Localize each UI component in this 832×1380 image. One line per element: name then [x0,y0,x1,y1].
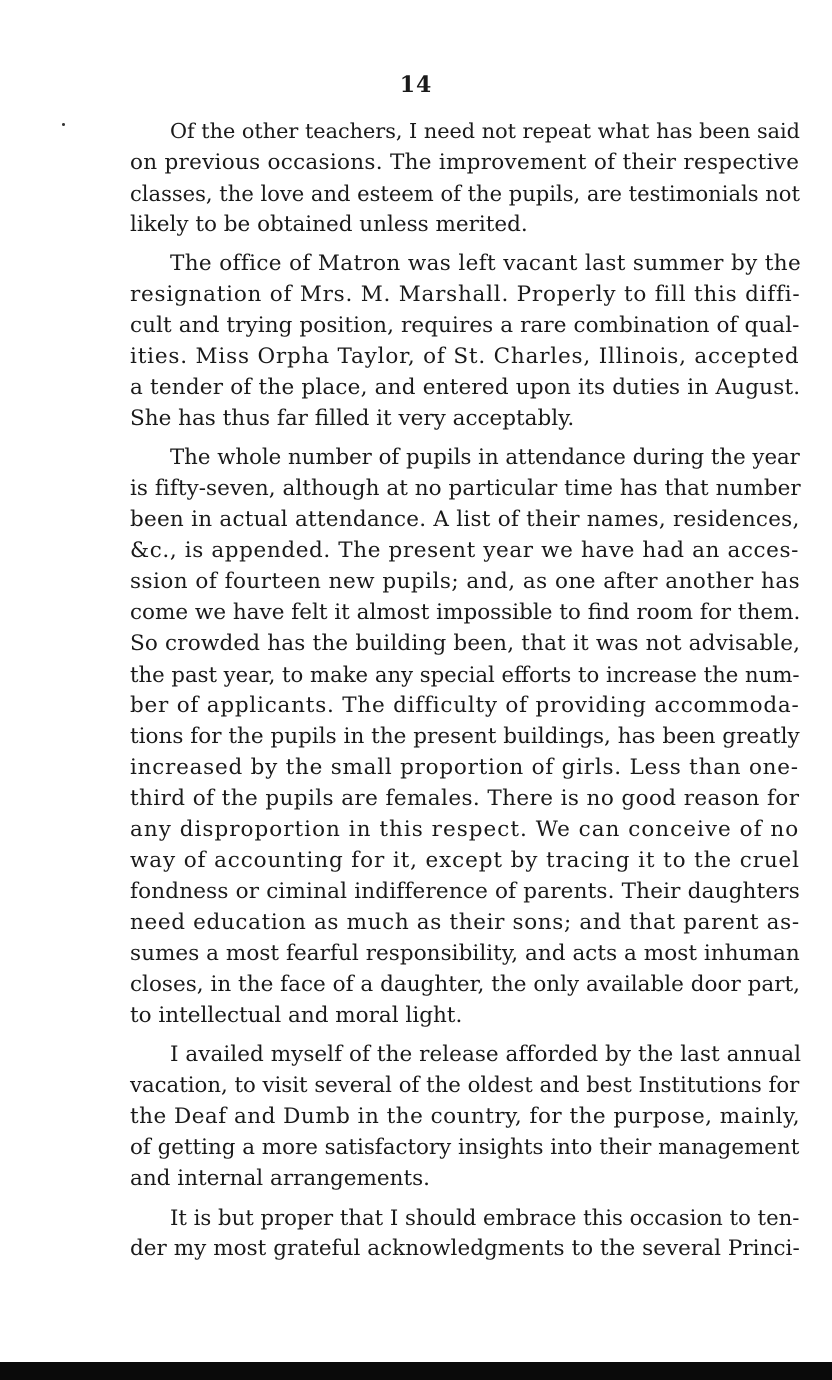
page-number: 14 [399,72,433,98]
text-line: &c., is appended. The present year we have had an acces- [130,538,800,563]
text-line: resignation of Mrs. M. Marshall. Properly to fill this diffi- [130,282,801,307]
text-line: is fifty-seven, although at no particular time has that number [130,476,801,501]
text-line: any disproportion in this respect. We can conceive of no [130,817,800,842]
text-line: come we have felt it almost impossible to find room for them. [130,600,801,625]
text-line: been in actual attendance. A list of their names, residences, [130,507,800,532]
text-line: to intellectual and moral light. [130,1003,463,1028]
scan-edge-bar [0,1362,832,1380]
text-line: of getting a more satisfactory insights into their management [130,1135,800,1160]
text-line: fondness or ciminal indifference of parents. Their daughters [130,879,800,904]
margin-speck [62,123,65,126]
text-line: She has thus far filled it very acceptably. [130,406,575,431]
text-line: tions for the pupils in the present buildings, has been greatly [130,724,800,749]
paragraph-matron [130,248,800,434]
text-line: So crowded has the building been, that it was not advisable, [130,631,801,656]
text-line: ber of applicants. The difficulty of providing accommoda- [130,693,800,718]
paragraph-vacation [130,1039,800,1194]
text-line: It is but proper that I should embrace this occasion to ten- [170,1205,800,1230]
text-line: ssion of fourteen new pupils; and, as one after another has [130,569,801,594]
text-line: on previous occasions. The improvement of their respective [130,150,800,175]
body-text [130,116,800,1272]
text-line: likely to be obtained unless merited. [130,212,528,237]
text-line: The whole number of pupils in attendance during the year [170,445,800,470]
text-line: and internal arrangements. [130,1166,430,1191]
text-line: der my most grateful acknowledgments to the several Princi- [130,1236,800,1261]
text-line: sumes a most fearful responsibility, and acts a most inhuman [130,941,800,966]
text-line: way of accounting for it, except by tracing it to the cruel [130,848,800,873]
paragraph-acknowledgments [130,1202,800,1264]
text-line: the Deaf and Dumb in the country, for the purpose, mainly, [130,1104,801,1129]
text-line: closes, in the face of a daughter, the only available door part, [130,972,801,997]
text-line: vacation, to visit several of the oldest and best Institutions for [130,1073,800,1098]
text-line: a tender of the place, and entered upon its duties in August. [130,375,801,400]
text-line: increased by the small proportion of girls. Less than one- [130,755,799,780]
paragraph-teachers [130,116,800,240]
text-line: Of the other teachers, I need not repeat what has been said [170,119,800,143]
text-line: The office of Matron was left vacant last summer by the [170,251,802,276]
text-line: ities. Miss Orpha Taylor, of St. Charles, Illinois, accepted [130,344,800,369]
text-line: I availed myself of the release afforded by the last annual [170,1042,802,1067]
paragraph-pupils [130,442,800,1031]
text-line: cult and trying position, requires a rare combination of qual- [130,313,800,338]
text-line: the past year, to make any special efforts to increase the num- [130,662,800,687]
text-line: need education as much as their sons; and that parent as- [130,910,800,935]
text-line: third of the pupils are females. There is no good reason for [130,786,800,811]
text-line: classes, the love and esteem of the pupils, are testimonials not [130,181,800,206]
